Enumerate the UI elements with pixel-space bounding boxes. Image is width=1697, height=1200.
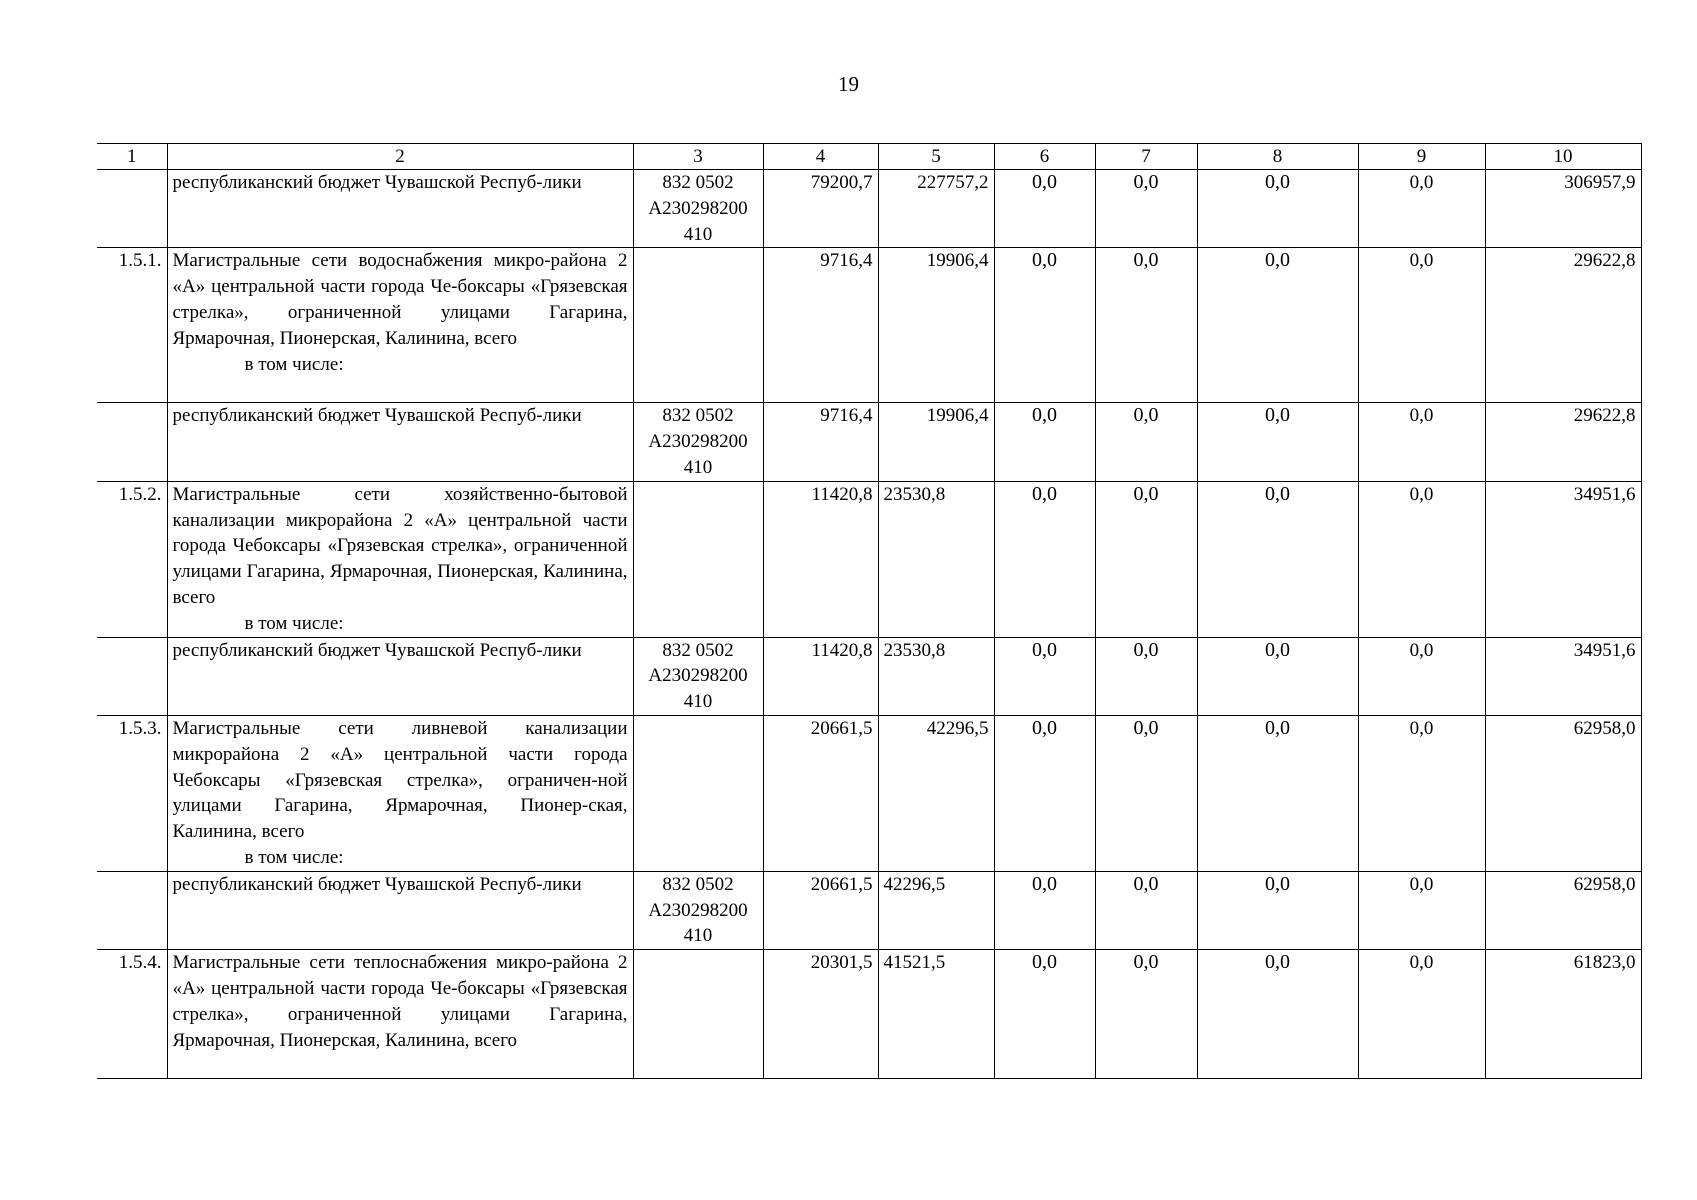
code-line: 410 bbox=[683, 223, 713, 245]
description-text: Магистральные сети ливневой канализации микрорайона 2 «А» центральной части города Чебоксары «Грязевская стрелка», ограничен-ной улицами Гагарина, Ярмарочная, Пионер-ская, Калинина, всего bbox=[172, 717, 628, 843]
value-col-8: 0,0 bbox=[1197, 950, 1358, 1079]
description-text: республиканский бюджет Чувашской Респуб-лики bbox=[172, 639, 582, 661]
value-col-9: 0,0 bbox=[1358, 871, 1485, 949]
code-line: 832 0502 bbox=[662, 873, 734, 895]
description-text: Магистральные сети водоснабжения микро-района 2 «А» центральной части города Че-боксары «Грязевская стрелка», ограниченной улицами Гагарина, Ярмарочная, Пионерская, Калинина, всего bbox=[172, 250, 628, 349]
value-col-10: 29622,8 bbox=[1485, 248, 1641, 403]
value-col-8: 0,0 bbox=[1197, 871, 1358, 949]
value-col-6: 0,0 bbox=[994, 950, 1095, 1079]
value-col-5: 42296,5 bbox=[878, 871, 994, 949]
budget-code bbox=[633, 715, 763, 871]
code-line: А230298200 bbox=[648, 431, 748, 453]
value-col-7: 0,0 bbox=[1095, 950, 1197, 1079]
value-col-5: 41521,5 bbox=[878, 950, 994, 1079]
table-row bbox=[97, 481, 1641, 637]
budget-code bbox=[633, 403, 763, 481]
column-header: 1 bbox=[97, 144, 167, 170]
value-col-5: 23530,8 bbox=[878, 637, 994, 715]
value-col-5: 19906,4 bbox=[878, 403, 994, 481]
column-header: 10 bbox=[1485, 144, 1641, 170]
row-number bbox=[97, 871, 167, 949]
value-col-8: 0,0 bbox=[1197, 481, 1358, 637]
value-col-4: 11420,8 bbox=[763, 637, 878, 715]
value-col-10: 61823,0 bbox=[1485, 950, 1641, 1079]
value-col-4: 9716,4 bbox=[763, 403, 878, 481]
sub-note: в том числе: bbox=[244, 612, 344, 634]
table-row bbox=[97, 715, 1641, 871]
row-number: 1.5.3. bbox=[97, 715, 167, 871]
row-number: 1.5.2. bbox=[97, 481, 167, 637]
value-col-6: 0,0 bbox=[994, 403, 1095, 481]
value-col-6: 0,0 bbox=[994, 481, 1095, 637]
row-number bbox=[97, 403, 167, 481]
value-col-4: 9716,4 bbox=[763, 248, 878, 403]
code-line: 410 bbox=[683, 456, 713, 478]
value-col-10: 306957,9 bbox=[1485, 170, 1641, 248]
description-text: республиканский бюджет Чувашской Респуб-лики bbox=[172, 405, 582, 427]
value-col-6: 0,0 bbox=[994, 170, 1095, 248]
row-description bbox=[167, 403, 633, 481]
value-col-7: 0,0 bbox=[1095, 637, 1197, 715]
code-line: 410 bbox=[683, 691, 713, 713]
value-col-7: 0,0 bbox=[1095, 871, 1197, 949]
value-col-7: 0,0 bbox=[1095, 481, 1197, 637]
value-col-10: 62958,0 bbox=[1485, 871, 1641, 949]
column-header: 6 bbox=[994, 144, 1095, 170]
budget-code bbox=[633, 871, 763, 949]
row-number: 1.5.1. bbox=[97, 248, 167, 403]
value-col-10: 34951,6 bbox=[1485, 481, 1641, 637]
code-line: А230298200 bbox=[648, 197, 748, 219]
value-col-5: 23530,8 bbox=[878, 481, 994, 637]
value-col-8: 0,0 bbox=[1197, 403, 1358, 481]
code-line: А230298200 bbox=[648, 665, 748, 687]
value-col-5: 19906,4 bbox=[878, 248, 994, 403]
value-col-4: 20661,5 bbox=[763, 871, 878, 949]
budget-table bbox=[97, 143, 1642, 1079]
value-col-8: 0,0 bbox=[1197, 715, 1358, 871]
value-col-8: 0,0 bbox=[1197, 248, 1358, 403]
column-header: 4 bbox=[763, 144, 878, 170]
value-col-8: 0,0 bbox=[1197, 637, 1358, 715]
sub-note: в том числе: bbox=[244, 846, 344, 868]
column-header: 3 bbox=[633, 144, 763, 170]
budget-code bbox=[633, 637, 763, 715]
value-col-9: 0,0 bbox=[1358, 637, 1485, 715]
row-description bbox=[167, 950, 633, 1079]
value-col-5: 227757,2 bbox=[878, 170, 994, 248]
page-number: 19 bbox=[838, 72, 859, 96]
code-line: 832 0502 bbox=[662, 405, 734, 427]
table-row bbox=[97, 170, 1641, 248]
value-col-9: 0,0 bbox=[1358, 715, 1485, 871]
row-description bbox=[167, 481, 633, 637]
row-description bbox=[167, 248, 633, 403]
value-col-10: 62958,0 bbox=[1485, 715, 1641, 871]
value-col-10: 29622,8 bbox=[1485, 403, 1641, 481]
row-number bbox=[97, 170, 167, 248]
value-col-4: 20301,5 bbox=[763, 950, 878, 1079]
value-col-9: 0,0 bbox=[1358, 481, 1485, 637]
sub-note: в том числе: bbox=[244, 353, 344, 375]
table-row bbox=[97, 403, 1641, 481]
value-col-9: 0,0 bbox=[1358, 248, 1485, 403]
code-line: 410 bbox=[683, 925, 713, 947]
value-col-7: 0,0 bbox=[1095, 715, 1197, 871]
row-number bbox=[97, 637, 167, 715]
description-text: Магистральные сети хозяйственно-бытовой канализации микрорайона 2 «А» центральной части города Чебоксары «Грязевская стрелка», ограниченной улицами Гагарина, Ярмарочная, Пионерская, Калинина, всего bbox=[172, 483, 628, 608]
value-col-6: 0,0 bbox=[994, 715, 1095, 871]
value-col-7: 0,0 bbox=[1095, 403, 1197, 481]
value-col-4: 20661,5 bbox=[763, 715, 878, 871]
value-col-7: 0,0 bbox=[1095, 248, 1197, 403]
table-row bbox=[97, 637, 1641, 715]
value-col-4: 11420,8 bbox=[763, 481, 878, 637]
description-text: республиканский бюджет Чувашской Респуб-лики bbox=[172, 172, 582, 193]
header-row bbox=[97, 144, 1641, 170]
table-row bbox=[97, 248, 1641, 403]
value-col-5: 42296,5 bbox=[878, 715, 994, 871]
row-description bbox=[167, 715, 633, 871]
description-text: республиканский бюджет Чувашской Респуб-лики bbox=[172, 873, 582, 895]
value-col-8: 0,0 bbox=[1197, 170, 1358, 248]
value-col-6: 0,0 bbox=[994, 637, 1095, 715]
table-row bbox=[97, 871, 1641, 949]
budget-code bbox=[633, 950, 763, 1079]
table-row bbox=[97, 950, 1641, 1079]
value-col-4: 79200,7 bbox=[763, 170, 878, 248]
code-line: А230298200 bbox=[648, 899, 748, 921]
value-col-6: 0,0 bbox=[994, 871, 1095, 949]
value-col-10: 34951,6 bbox=[1485, 637, 1641, 715]
code-line: 832 0502 bbox=[662, 639, 734, 661]
column-header: 7 bbox=[1095, 144, 1197, 170]
description-text: Магистральные сети теплоснабжения микро-района 2 «А» центральной части города Че-боксары «Грязевская стрелка», ограниченной улицами Гагарина, Ярмарочная, Пионерская, Калинина, всего bbox=[172, 952, 628, 1051]
value-col-9: 0,0 bbox=[1358, 170, 1485, 248]
column-header: 2 bbox=[167, 144, 633, 170]
value-col-9: 0,0 bbox=[1358, 950, 1485, 1079]
budget-code bbox=[633, 248, 763, 403]
code-line: 832 0502 bbox=[662, 172, 734, 193]
row-description bbox=[167, 871, 633, 949]
column-header: 8 bbox=[1197, 144, 1358, 170]
value-col-6: 0,0 bbox=[994, 248, 1095, 403]
budget-code bbox=[633, 170, 763, 248]
value-col-9: 0,0 bbox=[1358, 403, 1485, 481]
row-description bbox=[167, 170, 633, 248]
budget-code bbox=[633, 481, 763, 637]
row-description bbox=[167, 637, 633, 715]
value-col-7: 0,0 bbox=[1095, 170, 1197, 248]
column-header: 9 bbox=[1358, 144, 1485, 170]
row-number: 1.5.4. bbox=[97, 950, 167, 1079]
column-header: 5 bbox=[878, 144, 994, 170]
